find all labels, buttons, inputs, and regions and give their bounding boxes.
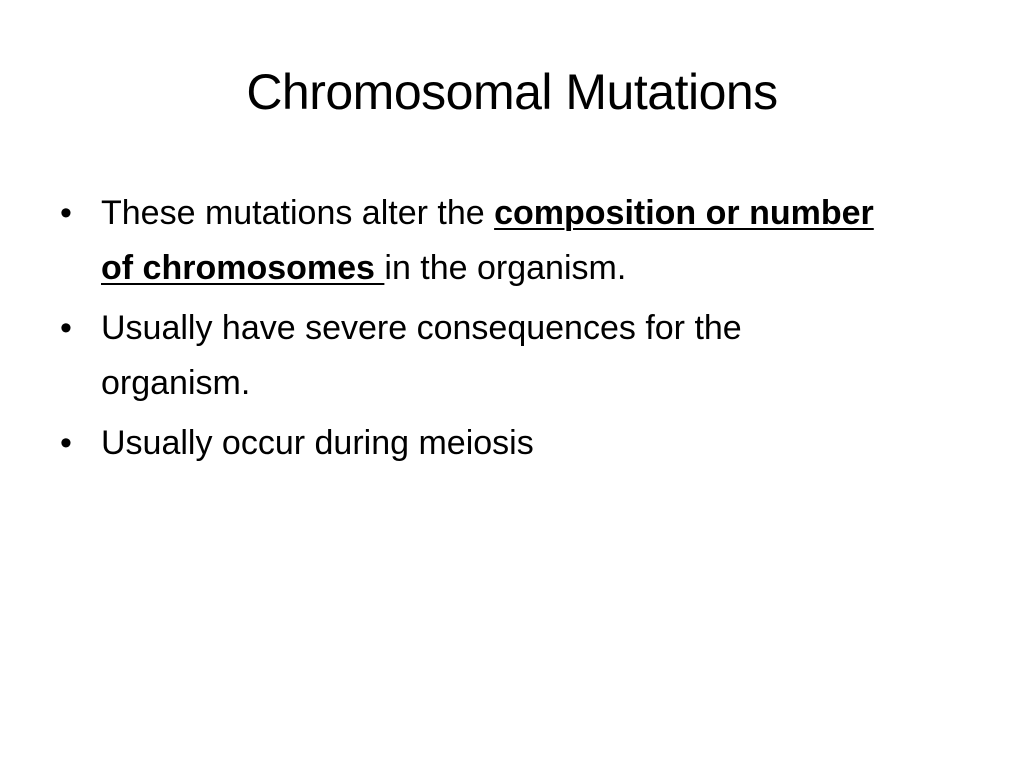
bullet-item [60,416,900,471]
bullet-marker: • [60,424,72,463]
slide-title: Chromosomal Mutations [246,64,778,120]
bullet-item [60,186,900,296]
bullet-text: Usually occur during meiosis [101,424,534,463]
bullet-text-prefix: These mutations alter the [101,194,495,232]
emphasized-text: composition or number of chromosomes [101,194,874,288]
bullet-marker: • [60,309,72,348]
bullet-marker: • [60,194,72,232]
bullet-text-suffix: in the organism. [384,249,627,288]
bullet-list [60,186,900,476]
bullet-item [60,301,900,411]
bullet-text: Usually have severe consequences for the organism. [101,309,742,403]
